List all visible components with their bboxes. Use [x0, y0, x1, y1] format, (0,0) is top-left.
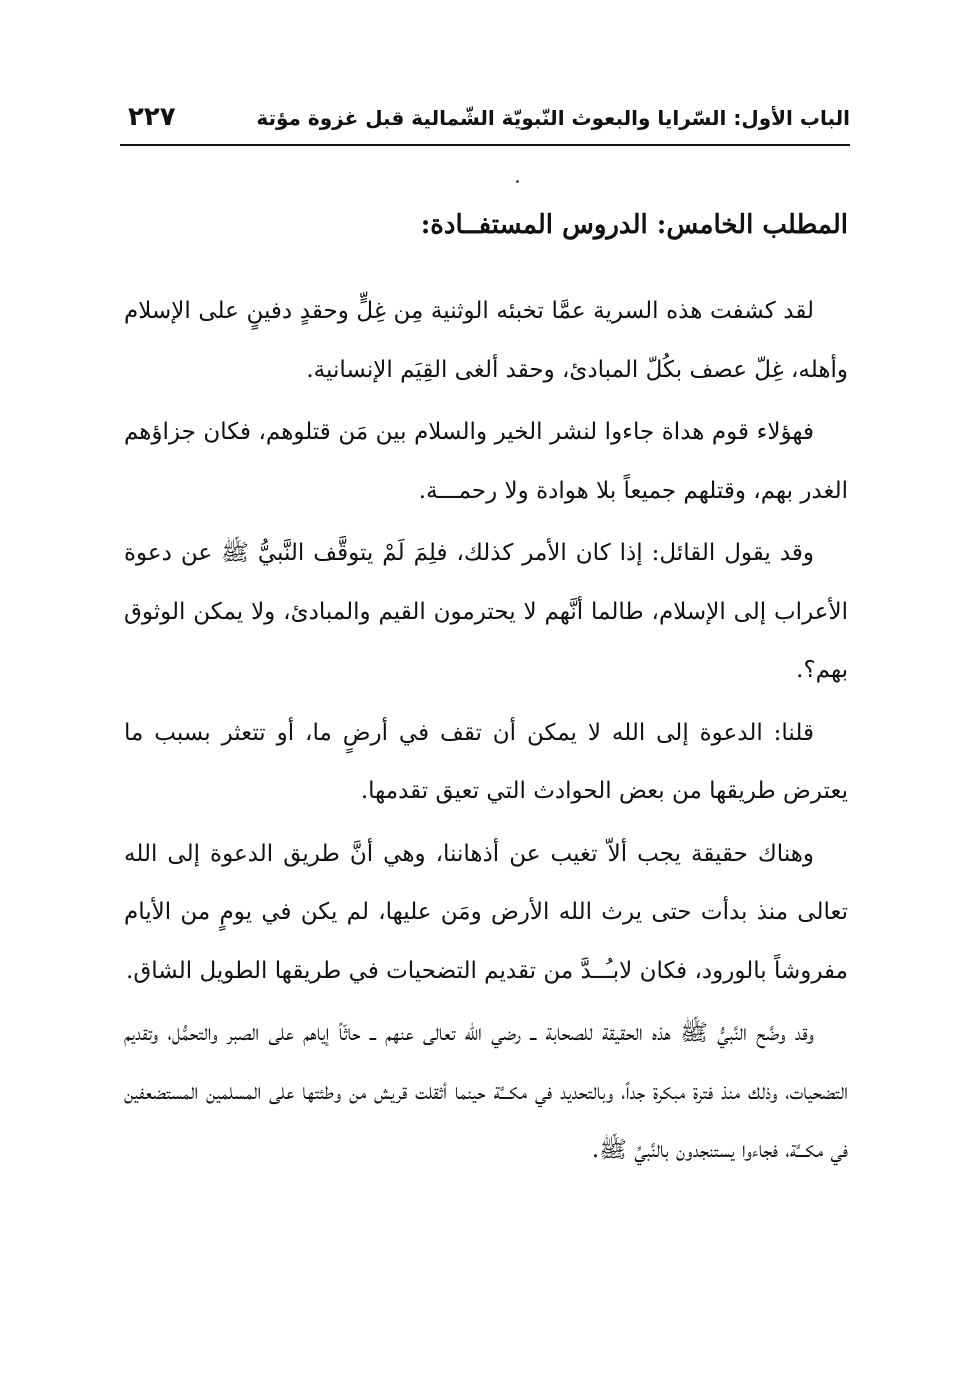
running-title: الباب الأول: السّرايا والبعوث النّبويّة الشّمالية قبل غزوة مؤتة	[256, 106, 850, 130]
page-body	[124, 196, 848, 1184]
paragraph: قلنا: الدعوة إلى الله لا يمكن أن تقف في أرضٍ ما، أو تتعثر بسبب ما يعترض طريقها من بعض الحوادث التي تعيق تقدمها.	[124, 719, 848, 804]
section-heading: المطلب الخامس: الدروس المستفــادة:	[420, 210, 848, 240]
stray-dot	[516, 180, 519, 183]
page-number: ٢٢٧	[128, 102, 176, 132]
paragraph: وقد وضَّح النَّبيُّ ﷺ هذه الحقيقة للصحابة ــ رضي الله تعالى عنهم ــ حاثّاً إياهم على الصبر والتحمُّل، وتقديم التضحيات، وذلك منذ فترة مبكرة جداً، وبالتحديد في مكـــَّة حينما أثقلت قريش من وطئتها على المسلمين المستضعفين في مكـــَّة، فجاءوا يستنجدون بالنَّبيِّ ﷺ.	[124, 1020, 848, 1163]
page-header	[120, 96, 850, 146]
paragraph: وهناك حقيقة يجب ألاّ تغيب عن أذهاننا، وهي أنَّ طريق الدعوة إلى الله تعالى منذ بدأت حتى يرث الله الأرض ومَن عليها، لم يكن في يومٍ من الأيام مفروشاً بالورود، فكان لابـُــدَّ من تقديم التضحيات في طريقها الطويل الشاق.	[124, 840, 848, 984]
paragraph: فهؤلاء قوم هداة جاءوا لنشر الخير والسلام بين مَن قتلوهم، فكان جزاؤهم الغدر بهم، وقتلهم جميعاً بلا هوادة ولا رحمـــة.	[124, 419, 848, 504]
header-rule	[120, 144, 850, 146]
paragraph: لقد كشفت هذه السرية عمَّا تخبئه الوثنية مِن غِلٍّ وحقدٍ دفينٍ على الإسلام وأهله، غِلّ عصف بكُلّ المبادئ، وحقد ألغى القِيَم الإنسانية.	[124, 298, 848, 383]
paragraph: وقد يقول القائل: إذا كان الأمر كذلك، فلِمَ لَمْ يتوقَّف النَّبيُّ ﷺ عن دعوة الأعراب إلى الإسلام، طالما أنَّهم لا يحترمون القيم والمبادئ، ولا يمكن الوثوق بهم؟.	[124, 540, 848, 683]
